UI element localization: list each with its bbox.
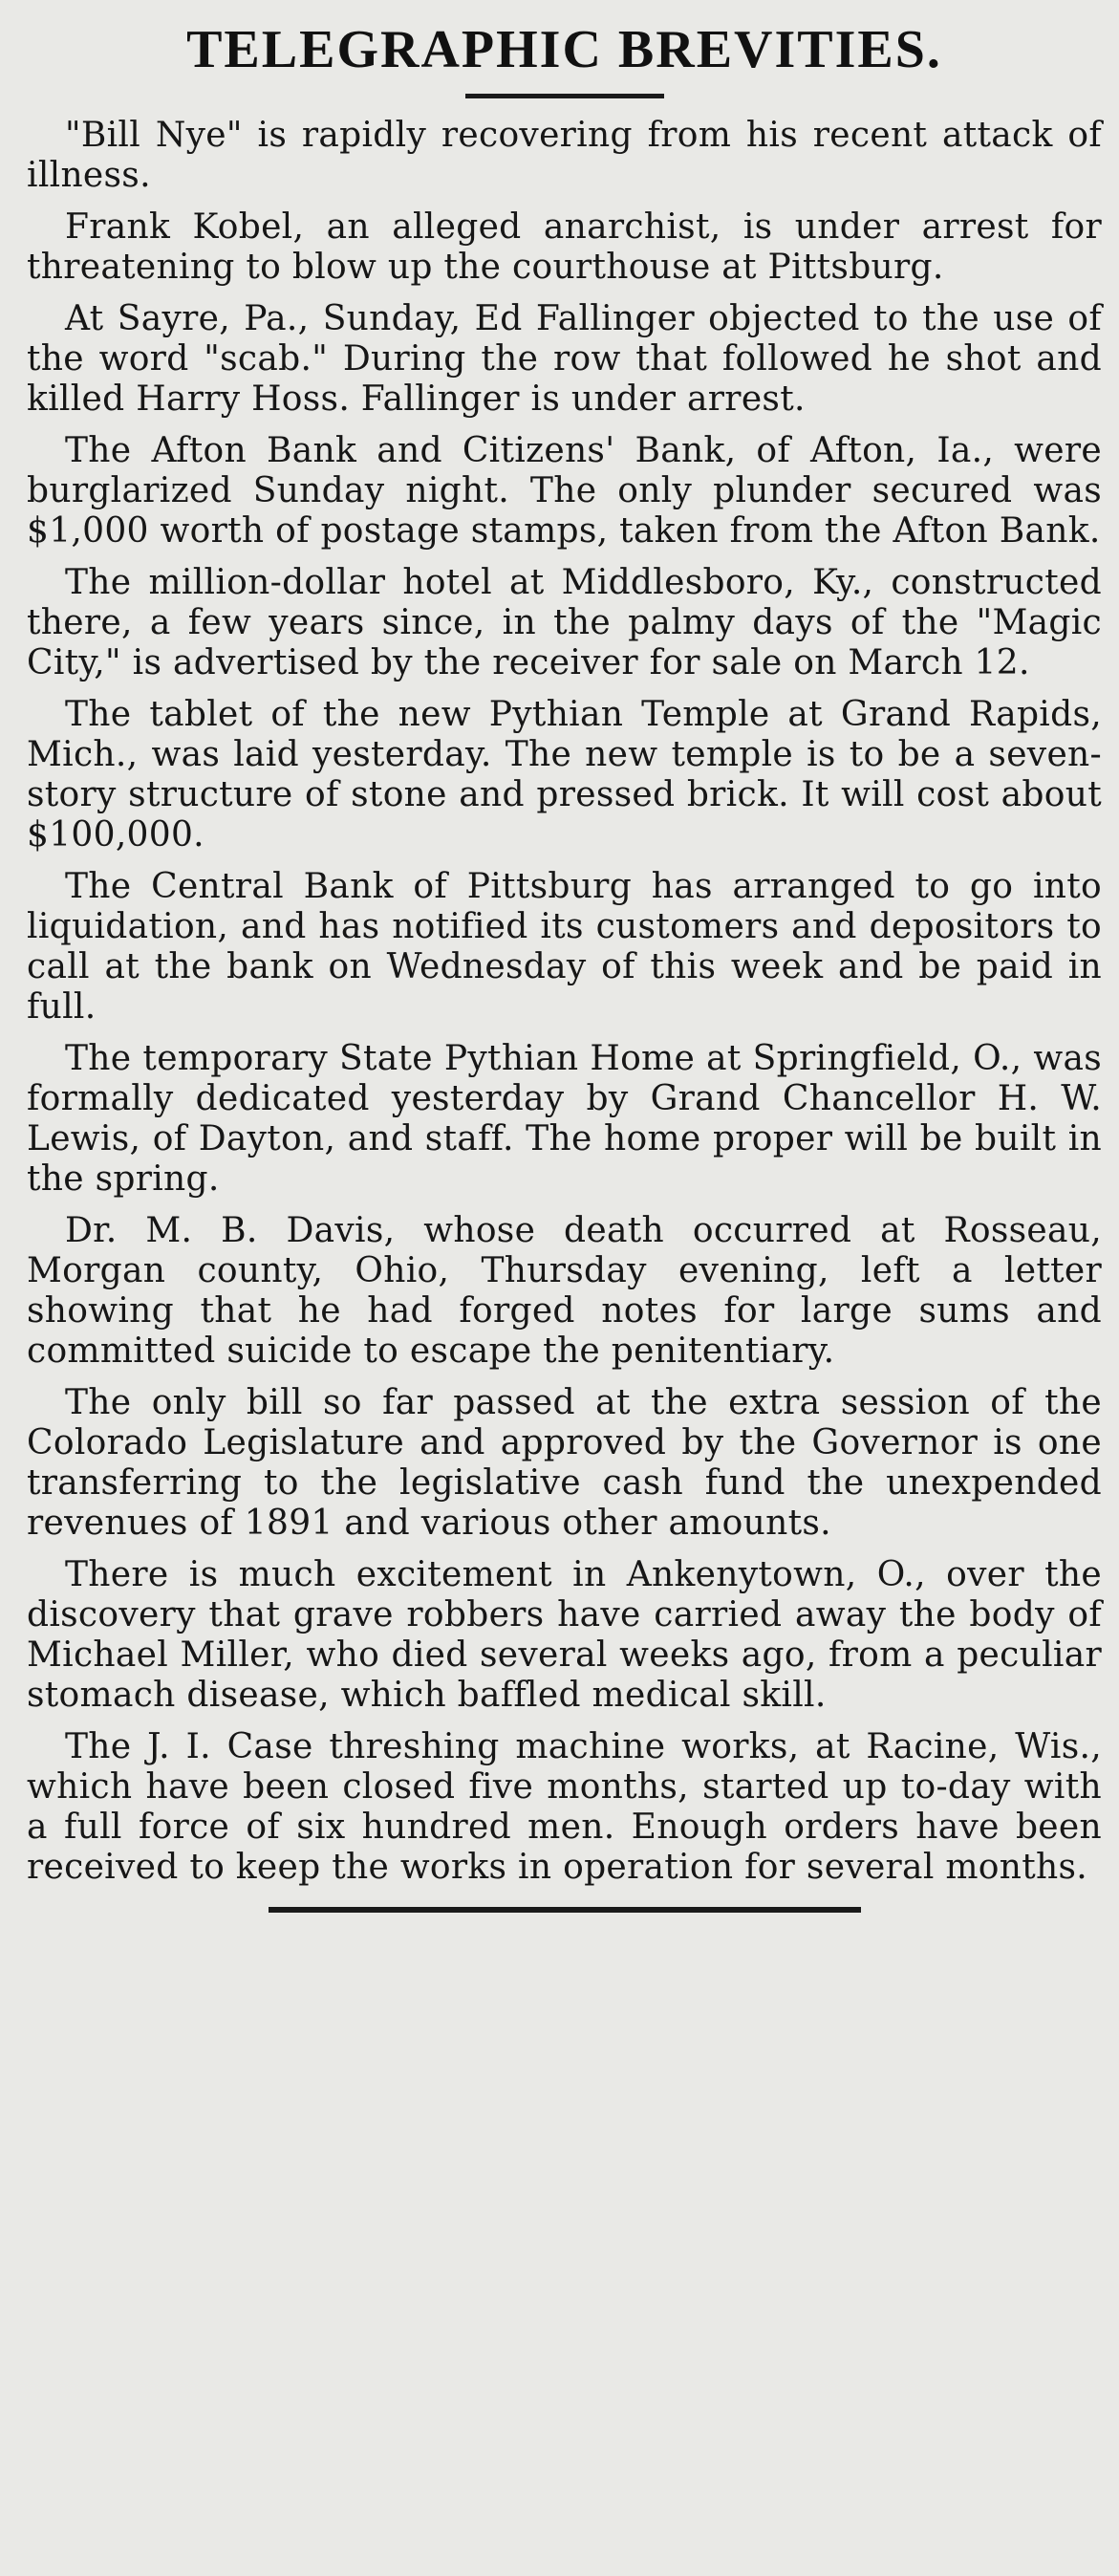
- news-item: The temporary State Pythian Home at Springfield, O., was formally dedicated yesterday by Grand Chancellor H. W. Lewis, of Dayton, and staff. The home proper will be built in the spring.: [27, 1039, 1102, 1199]
- news-item: The Afton Bank and Citizens' Bank, of Afton, Ia., were burglarized Sunday night. The only plunder secured was $1,000 worth of postage stamps, taken from the Afton Bank.: [27, 431, 1102, 551]
- news-item: The million-dollar hotel at Middlesboro, Ky., constructed there, a few years since, in the palmy days of the "Magic City," is advertised by the receiver for sale on March 12.: [27, 563, 1102, 682]
- brevities-list: [27, 116, 1102, 1888]
- news-item: "Bill Nye" is rapidly recovering from his recent attack of illness.: [27, 116, 1102, 195]
- news-item: The Central Bank of Pittsburg has arranged to go into liquidation, and has notified its customers and depositors to call at the bank on Wednesday of this week and be paid in full.: [27, 867, 1102, 1027]
- headline-rule: [465, 94, 664, 98]
- news-item: The tablet of the new Pythian Temple at Grand Rapids, Mich., was laid yesterday. The new temple is to be a seven-story structure of stone and pressed brick. It will cost about $100,000.: [27, 695, 1102, 855]
- news-item: Frank Kobel, an alleged anarchist, is under arrest for threatening to blow up the courthouse at Pittsburg.: [27, 207, 1102, 287]
- news-item: The only bill so far passed at the extra session of the Colorado Legislature and approved by the Governor is one transferring to the legislative cash fund the unexpended revenues of 1891 and various other amounts.: [27, 1383, 1102, 1543]
- news-item: There is much excitement in Ankenytown, O., over the discovery that grave robbers have carried away the body of Michael Miller, who died several weeks ago, from a peculiar stomach disease, which baffled medical skill.: [27, 1555, 1102, 1715]
- newspaper-column: [27, 0, 1102, 2576]
- headline: TELEGRAPHIC BREVITIES.: [186, 20, 942, 79]
- news-item: At Sayre, Pa., Sunday, Ed Fallinger objected to the use of the word "scab." During the row that followed he shot and killed Harry Hoss. Fallinger is under arrest.: [27, 299, 1102, 419]
- end-rule: [269, 1907, 861, 1913]
- news-item: The J. I. Case threshing machine works, at Racine, Wis., which have been closed five months, started up to-day with a full force of six hundred men. Enough orders have been received to keep the works in operation for several months.: [27, 1727, 1102, 1887]
- news-item: Dr. M. B. Davis, whose death occurred at Rosseau, Morgan county, Ohio, Thursday evening, left a letter showing that he had forged notes for large sums and committed suicide to escape the penitentiary.: [27, 1211, 1102, 1371]
